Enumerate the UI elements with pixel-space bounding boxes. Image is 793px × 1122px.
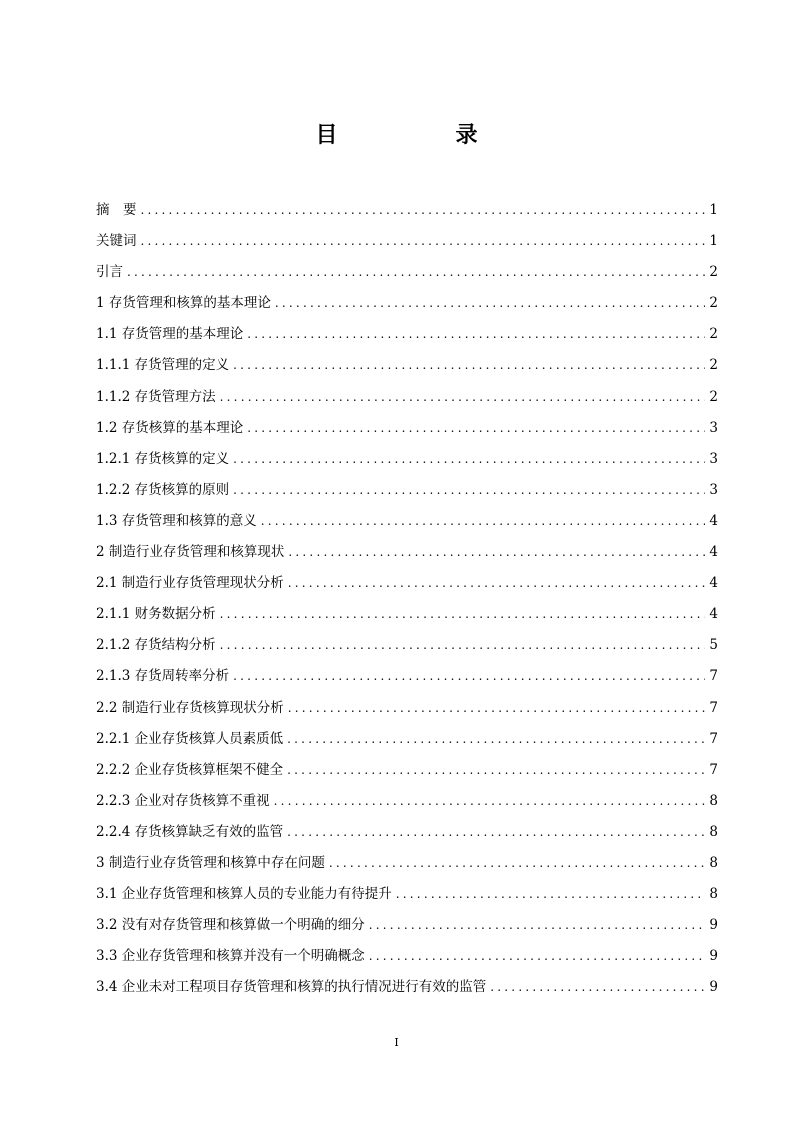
toc-entry-label: 1 存货管理和核算的基本理论 [96, 295, 271, 312]
toc-dot-leader [274, 794, 706, 808]
toc-dot-leader [220, 638, 706, 652]
toc-entry-page: 7 [709, 761, 718, 778]
toc-dot-leader [288, 576, 706, 590]
toc-entry-label: 2.2.4 存货核算缺乏有效的监管 [96, 823, 284, 840]
toc-entry-page: 3 [709, 481, 718, 498]
toc-dot-leader [233, 358, 705, 372]
toc-dot-leader [287, 763, 705, 777]
toc-entry[interactable] [96, 509, 718, 540]
toc-entry-label: 3.3 企业存货管理和核算并没有一个明确概念 [96, 948, 365, 965]
toc-dot-leader [220, 607, 706, 621]
toc-entry-page: 9 [709, 979, 718, 996]
toc-entry[interactable] [96, 633, 718, 664]
toc-entry-page: 3 [709, 450, 718, 467]
toc-dot-leader [490, 980, 705, 994]
toc-entry-label: 摘 要 [96, 202, 137, 218]
toc-dot-leader [247, 421, 705, 435]
toc-entry-page: 7 [709, 730, 718, 747]
toc-entry-label: 3.1 企业存货管理和核算人员的专业能力有待提升 [96, 886, 392, 903]
toc-entry[interactable] [96, 975, 718, 1006]
toc-entry[interactable] [96, 540, 718, 571]
toc-entry[interactable] [96, 820, 718, 851]
toc-entry[interactable] [96, 913, 718, 944]
toc-entry-label: 引言 [96, 264, 123, 281]
toc-entry-page: 1 [709, 202, 718, 218]
toc-entry-label: 2.2.3 企业对存货核算不重视 [96, 792, 270, 809]
toc-entry-label: 2.2.1 企业存货核算人员素质低 [96, 730, 284, 747]
toc-entry[interactable] [96, 385, 718, 416]
toc-entry-label: 2.2 制造行业存货核算现状分析 [96, 699, 284, 716]
toc-dot-leader [233, 669, 705, 683]
toc-entry-page: 1 [709, 233, 718, 250]
toc-entry[interactable] [96, 229, 718, 260]
toc-entry[interactable] [96, 291, 718, 322]
toc-entry-label: 3.4 企业未对工程项目存货管理和核算的执行情况进行有效的监管 [96, 979, 487, 996]
toc-entry[interactable] [96, 602, 718, 633]
toc-entry-label: 1.3 存货管理和核算的意义 [96, 512, 257, 529]
toc-dot-leader [288, 701, 706, 715]
toc-dot-leader [220, 390, 706, 404]
toc-dot-leader [287, 732, 705, 746]
toc-dot-leader [261, 514, 706, 528]
toc-entry-page: 7 [709, 699, 718, 716]
toc-entry-page: 4 [709, 512, 718, 529]
toc-entry-page: 7 [709, 668, 718, 685]
toc-entry[interactable] [96, 882, 718, 913]
toc-entry[interactable] [96, 198, 718, 229]
toc-entry-page: 8 [709, 886, 718, 903]
toc-entry-label: 1.2.1 存货核算的定义 [96, 450, 230, 467]
toc-entry[interactable] [96, 571, 718, 602]
toc-entry-label: 2 制造行业存货管理和核算现状 [96, 544, 285, 561]
toc-entry[interactable] [96, 447, 718, 478]
toc-entry-page: 8 [709, 854, 718, 871]
toc-dot-leader [287, 825, 705, 839]
toc-entry-page: 4 [709, 606, 718, 623]
toc-entry-label: 关键词 [96, 233, 137, 250]
toc-dot-leader [396, 887, 706, 901]
toc-entry[interactable] [96, 478, 718, 509]
toc-entry-page: 9 [709, 917, 718, 934]
toc-dot-leader [275, 296, 706, 310]
toc-entry-page: 2 [709, 388, 718, 405]
toc-entry-label: 1.1 存货管理的基本理论 [96, 326, 244, 343]
toc-entry-page: 4 [709, 544, 718, 561]
toc-entry-label: 1.1.2 存货管理方法 [96, 388, 216, 405]
toc-entry-page: 8 [709, 823, 718, 840]
toc-entry[interactable] [96, 851, 718, 882]
toc-dot-leader [233, 483, 705, 497]
toc-entry[interactable] [96, 353, 718, 384]
toc-entry-label: 2.2.2 企业存货核算框架不健全 [96, 761, 284, 778]
toc-entry-label: 2.1.1 财务数据分析 [96, 606, 216, 623]
toc-entry-label: 1.2 存货核算的基本理论 [96, 419, 244, 436]
toc-entry-page: 4 [709, 575, 718, 592]
toc-entry-page: 2 [709, 357, 718, 374]
toc-dot-leader [233, 452, 705, 466]
toc-entry[interactable] [96, 322, 718, 353]
toc-entry-page: 3 [709, 419, 718, 436]
table-of-contents [96, 198, 718, 1006]
toc-entry-page: 9 [709, 948, 718, 965]
toc-entry-label: 2.1.2 存货结构分析 [96, 637, 216, 654]
toc-entry[interactable] [96, 416, 718, 447]
toc-entry-label: 3.2 没有对存货管理和核算做一个明确的细分 [96, 917, 365, 934]
toc-entry-label: 3 制造行业存货管理和核算中存在问题 [96, 854, 325, 871]
toc-dot-leader [141, 234, 706, 248]
toc-entry-label: 2.1.3 存货周转率分析 [96, 668, 230, 685]
toc-entry-page: 5 [709, 637, 718, 654]
toc-entry[interactable] [96, 664, 718, 695]
toc-dot-leader [127, 265, 705, 279]
toc-dot-leader [247, 327, 705, 341]
toc-entry[interactable] [96, 696, 718, 727]
toc-dot-leader [369, 918, 706, 932]
page-number: I [394, 1036, 399, 1049]
toc-entry-label: 1.1.1 存货管理的定义 [96, 357, 230, 374]
toc-entry[interactable] [96, 789, 718, 820]
toc-entry[interactable] [96, 758, 718, 789]
toc-entry[interactable] [96, 260, 718, 291]
toc-entry-label: 2.1 制造行业存货管理现状分析 [96, 575, 284, 592]
toc-dot-leader [329, 856, 706, 870]
toc-entry-page: 8 [709, 792, 718, 809]
toc-entry-page: 2 [709, 326, 718, 343]
page-title: 目 录 [315, 122, 526, 148]
toc-entry-page: 2 [709, 295, 718, 312]
toc-entry-label: 1.2.2 存货核算的原则 [96, 481, 230, 498]
toc-dot-leader [288, 545, 705, 559]
toc-dot-leader [369, 949, 706, 963]
toc-entry-page: 2 [709, 264, 718, 281]
toc-entry[interactable] [96, 727, 718, 758]
toc-entry[interactable] [96, 944, 718, 975]
toc-dot-leader [141, 203, 706, 217]
